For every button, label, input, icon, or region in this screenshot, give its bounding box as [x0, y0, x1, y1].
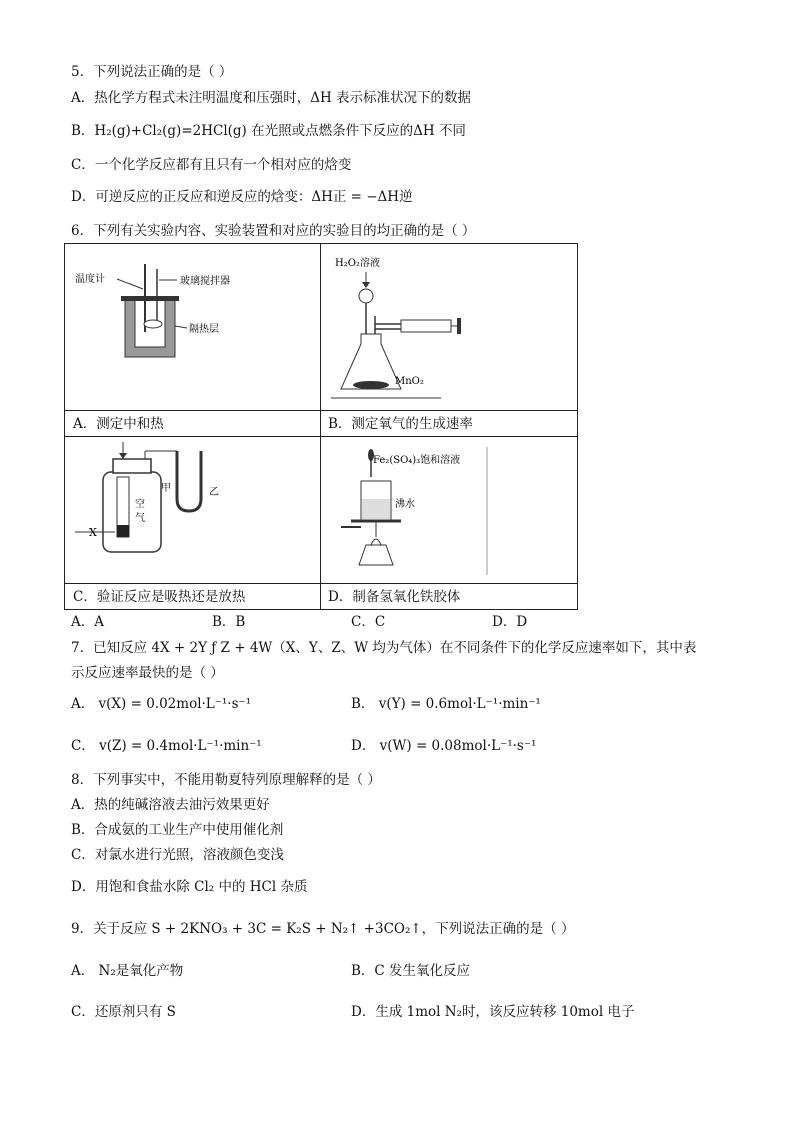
table-divider — [65, 410, 577, 411]
q9-option-d: D．生成 1mol N₂时，该反应转移 10mol 电子 — [351, 1004, 635, 1020]
q6-stem: 6．下列有关实验内容、实验装置和对应的实验目的均正确的是（ ） — [71, 223, 476, 239]
q7-stem-line1: 7．已知反应 4X + 2Y ƒ Z + 4W（X、Y、Z、W 均为气体）在不同条件下的化学反应速率如下，其中表 — [71, 640, 697, 656]
x-label: X — [89, 526, 97, 539]
q8-option-a: A．热的纯碱溶液去油污效果更好 — [71, 797, 270, 813]
q8-option-b: B．合成氨的工业生产中使用催化剂 — [71, 822, 284, 838]
fe2so4-label: Fe₂(SO₄)₃饱和溶液 — [373, 455, 461, 466]
q5-option-d: D．可逆反应的正反应和逆反应的焓变：ΔH正 = −ΔH逆 — [71, 189, 413, 205]
bottle-utube-diagram — [65, 437, 320, 583]
mno2-label: MnO₂ — [395, 376, 424, 387]
q9-option-a: A． N₂是氧化产物 — [71, 963, 184, 979]
flask-syringe-diagram — [321, 244, 577, 410]
air-label-1: 空 — [135, 499, 145, 510]
q8-option-d: D．用饱和食盐水除 Cl₂ 中的 HCl 杂质 — [71, 879, 308, 895]
q5-option-c: C．一个化学反应都有且只有一个相对应的焓变 — [71, 157, 352, 173]
q5-option-a: A．热化学方程式未注明温度和压强时，ΔH 表示标准状况下的数据 — [71, 90, 472, 106]
q9-stem: 9．关于反应 S + 2KNO₃ + 3C = K₂S + N₂↑ +3CO₂↑，下列说法正确的是（ ） — [71, 921, 575, 937]
q8-stem: 8．下列事实中，不能用勒夏特列原理解释的是（ ） — [71, 772, 381, 788]
q6-option-d: D．D — [492, 614, 528, 630]
q9-option-b: B．C 发生氧化反应 — [351, 963, 471, 979]
q7-option-c: C． v(Z) = 0.4mol·L⁻¹·min⁻¹ — [71, 738, 262, 754]
caption-b: B．测定氧气的生成速率 — [328, 416, 473, 432]
q7-option-a: A． v(X) = 0.02mol·L⁻¹·s⁻¹ — [71, 696, 252, 712]
q6-option-c: C．C — [351, 614, 386, 630]
jia-label: 甲 — [161, 483, 171, 494]
beaker-burner-diagram — [321, 437, 577, 583]
boiling-water-label: 沸水 — [395, 499, 415, 510]
yi-label: 乙 — [209, 487, 219, 498]
q9-option-c: C．还原剂只有 S — [71, 1004, 176, 1020]
table-divider — [65, 583, 577, 584]
caption-d: D．制备氢氧化铁胶体 — [328, 589, 461, 605]
apparatus-table — [64, 243, 578, 610]
h2o2-label: H₂O₂溶液 — [335, 258, 380, 269]
caption-c: C．验证反应是吸热还是放热 — [73, 589, 246, 605]
q5-stem: 5．下列说法正确的是（ ） — [71, 64, 233, 80]
q6-option-a: A．A — [71, 614, 104, 630]
q8-option-c: C．对氯水进行光照，溶液颜色变浅 — [71, 847, 284, 863]
q7-stem-line2: 示反应速率最快的是（ ） — [71, 665, 224, 681]
q7-option-d: D． v(W) = 0.08mol·L⁻¹·s⁻¹ — [351, 738, 537, 754]
q7-option-b: B． v(Y) = 0.6mol·L⁻¹·min⁻¹ — [351, 696, 541, 712]
thermometer-label: 温度计 — [75, 274, 105, 285]
stirrer-label: 玻璃搅拌器 — [180, 276, 230, 287]
q6-option-b: B．B — [212, 614, 246, 630]
insulation-label: 隔热层 — [189, 324, 219, 335]
q5-option-b: B．H₂(g)+Cl₂(g)=2HCl(g) 在光照或点燃条件下反应的ΔH 不同 — [71, 123, 466, 139]
caption-a: A．测定中和热 — [73, 416, 164, 432]
calorimeter-diagram — [65, 244, 320, 410]
air-label-2: 气 — [135, 513, 145, 524]
